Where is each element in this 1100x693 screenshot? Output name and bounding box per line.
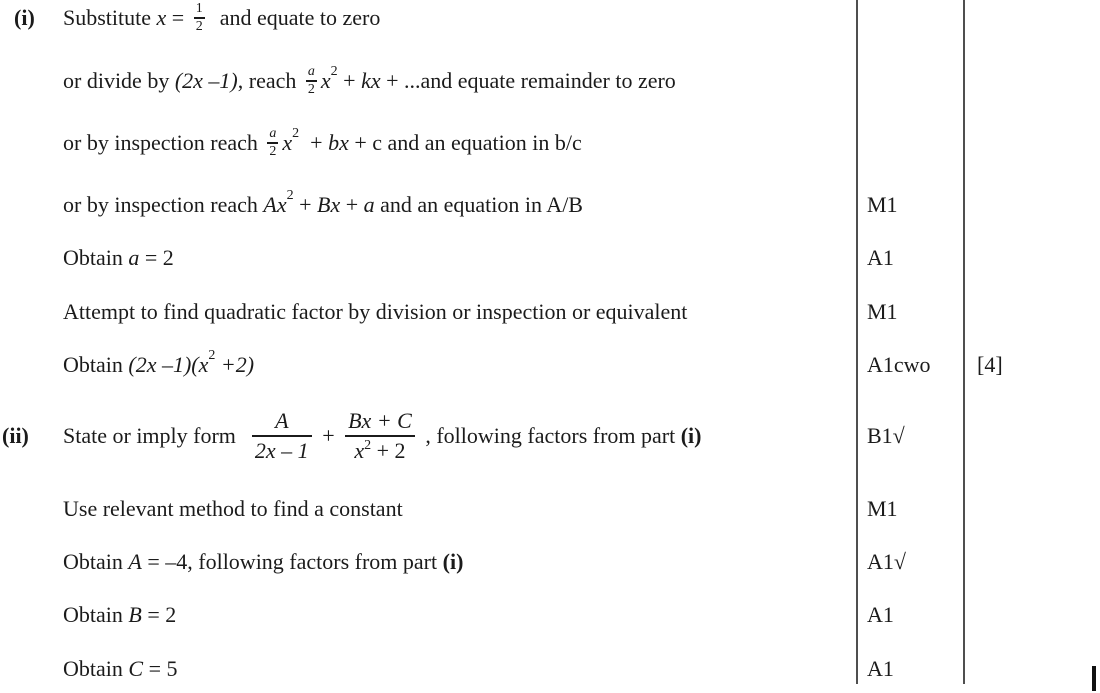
text-segment: Obtain [63, 245, 129, 270]
text-segment: Obtain [63, 602, 129, 627]
math-variable: x [354, 437, 365, 463]
criterion-row-inspection-bc [63, 125, 582, 159]
criterion-row-obtain-C [63, 654, 178, 684]
math-variable: x [156, 5, 167, 30]
math-variable: a [363, 192, 375, 217]
text-segment: + ...and equate remainder to zero [380, 68, 676, 93]
text-segment: and equate to zero [208, 5, 381, 30]
fraction-denominator: 2 [307, 81, 315, 97]
text-segment: Substitute [63, 5, 157, 30]
column-rule-marks-left [856, 0, 858, 684]
criterion-row-attempt-factor [63, 297, 687, 327]
fraction-numerator: A [275, 407, 289, 433]
fraction-bxc-over-x2-plus-2 [345, 409, 415, 464]
text-segment: State or imply form [63, 423, 247, 448]
exponent: 2 [330, 64, 338, 79]
text-segment: , reach [237, 68, 302, 93]
exponent: 2 [292, 126, 300, 141]
exponent: 2 [364, 437, 372, 453]
mark-M1-3: M1 [867, 496, 898, 521]
criterion-row-inspection-ab [63, 190, 583, 220]
mark-A1-3: A1 [867, 656, 894, 681]
mark-M1-2: M1 [867, 299, 898, 324]
fraction-denominator: 2 [195, 18, 203, 34]
text-segment: or by inspection reach [63, 192, 264, 217]
text-segment: + c and an equation in b/c [348, 130, 582, 155]
text-segment: Obtain [63, 656, 129, 681]
fraction-denominator [351, 439, 408, 464]
column-rule-totals-left [963, 0, 965, 684]
fraction-numerator: Bx + C [348, 407, 412, 433]
math-variable: B [128, 602, 142, 627]
fraction-one-half [194, 2, 205, 35]
text-segment: = 2 [141, 602, 177, 627]
math-expression: Ax [263, 192, 287, 217]
mark-A1-2: A1 [867, 602, 894, 627]
math-variable: a [128, 245, 140, 270]
fraction-a-over-2x-minus-1 [252, 409, 312, 464]
part-reference: (i) [442, 549, 464, 574]
math-variable: x [282, 130, 293, 155]
text-segment: = 5 [143, 656, 178, 681]
math-expression: (2x –1)(x [128, 352, 209, 377]
criterion-row-obtain-factors [63, 350, 254, 380]
criterion-row-substitute [63, 0, 381, 34]
text-segment: = [166, 5, 190, 30]
text-segment: + [293, 192, 317, 217]
fraction-bar [345, 435, 415, 437]
mark-A1-1: A1 [867, 245, 894, 270]
fraction-a-over-2 [267, 127, 278, 160]
part-i-label: (i) [14, 5, 35, 30]
mark-B1-ft: B1√ [867, 423, 905, 448]
plus-sign: + [316, 423, 341, 448]
criterion-row-divide [63, 63, 676, 97]
math-variable: x [320, 68, 331, 93]
part-ii-label: (ii) [2, 423, 29, 448]
mark-A1cwo: A1cwo [867, 352, 931, 377]
text-segment: = –4, following factors from part [141, 549, 443, 574]
text-segment: + [340, 192, 364, 217]
text-segment: Attempt to find quadratic factor by division or inspection or equivalent [63, 299, 688, 324]
text-segment: and an equation in A/B [374, 192, 583, 217]
caret-mark [1092, 666, 1096, 691]
math-expression: (2x –1) [174, 68, 238, 93]
criterion-row-partial-fractions [63, 400, 701, 472]
text-segment: or by inspection reach [63, 130, 264, 155]
criterion-row-relevant-method [63, 494, 403, 524]
math-expression: bx [328, 130, 349, 155]
math-expression: +2) [215, 352, 255, 377]
math-expression: Bx [317, 192, 341, 217]
text-segment: or divide by [63, 68, 175, 93]
text-segment: Obtain [63, 352, 129, 377]
criterion-row-obtain-B [63, 600, 176, 630]
criterion-row-obtain-A [63, 547, 463, 577]
text-segment: Obtain [63, 549, 129, 574]
fraction-a-over-2 [306, 65, 317, 98]
text-segment: + 2 [371, 437, 406, 463]
total-marks-part-i: [4] [977, 352, 1003, 377]
exponent: 2 [286, 188, 294, 203]
text-segment: Use relevant method to find a constant [63, 496, 403, 521]
fraction-denominator: 2x – 1 [254, 437, 309, 463]
fraction-numerator: 1 [195, 0, 203, 16]
fraction-bar [252, 435, 312, 437]
exponent: 2 [208, 348, 216, 363]
text-segment: = 2 [139, 245, 174, 270]
math-variable: C [128, 656, 144, 681]
text-segment: + [337, 68, 362, 93]
text-segment: , following factors from part [419, 423, 681, 448]
part-reference: (i) [680, 423, 702, 448]
mark-A1-ft: A1√ [867, 549, 906, 574]
fraction-numerator: a [269, 125, 277, 141]
mark-M1-1: M1 [867, 192, 898, 217]
criterion-row-obtain-a [63, 243, 174, 273]
math-variable: A [128, 549, 142, 574]
fraction-numerator: a [307, 63, 315, 79]
math-expression: kx [361, 68, 381, 93]
text-segment: + [299, 130, 329, 155]
fraction-denominator: 2 [269, 143, 277, 159]
